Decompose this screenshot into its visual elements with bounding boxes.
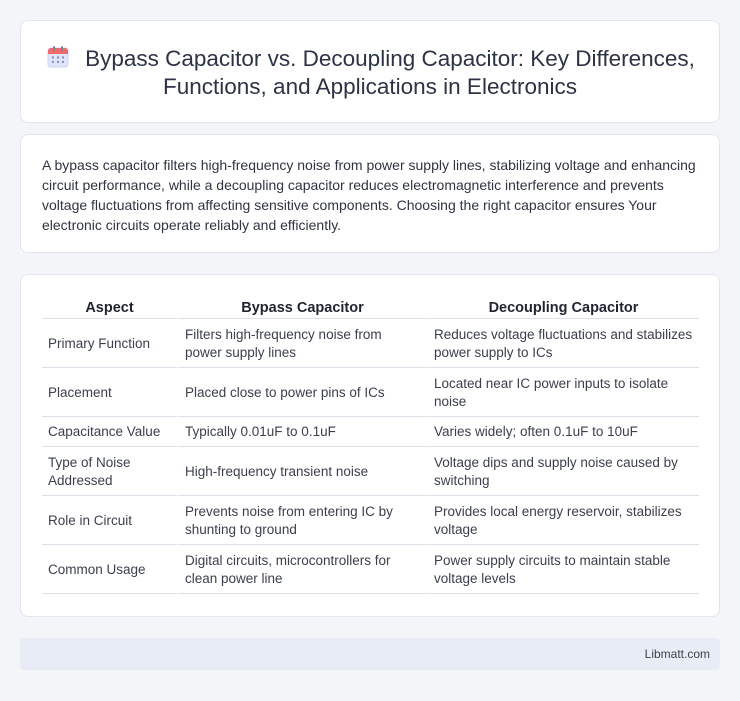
table-row (42, 496, 699, 545)
row-decoupling: Voltage dips and supply noise caused by switching (426, 447, 699, 496)
comparison-card (20, 274, 720, 617)
intro-paragraph: A bypass capacitor filters high-frequency noise from power supply lines, stabilizing voltage and enhancing circuit performance, while a decoupling capacitor reduces electromagnetic interference and prevents voltage fluctuations from affecting sensitive components. Choosing the right capacitor ensures Your electronic circuits operate reliably and efficiently. (42, 157, 696, 233)
comparison-table (42, 297, 699, 594)
title-card (20, 20, 720, 123)
table-row (42, 545, 699, 594)
row-aspect: Type of Noise Addressed (42, 447, 177, 496)
footer (20, 638, 720, 670)
page-title-text: Bypass Capacitor vs. Decoupling Capacitor: Key Differences, Functions, and Applications in Electronics (85, 46, 695, 99)
row-decoupling: Located near IC power inputs to isolate noise (426, 368, 699, 417)
row-bypass: High-frequency transient noise (177, 447, 426, 496)
row-decoupling: Provides local energy reservoir, stabilizes voltage (426, 496, 699, 545)
footer-brand: Libmatt.com (644, 647, 710, 661)
header-aspect: Aspect (42, 297, 177, 319)
row-bypass: Placed close to power pins of ICs (177, 368, 426, 417)
intro-card (20, 134, 720, 253)
header-bypass: Bypass Capacitor (177, 297, 426, 319)
row-decoupling: Reduces voltage fluctuations and stabilizes power supply to ICs (426, 319, 699, 368)
row-bypass: Typically 0.01uF to 0.1uF (177, 417, 426, 447)
row-aspect: Common Usage (42, 545, 177, 594)
row-aspect: Primary Function (42, 319, 177, 368)
table-header-row (42, 297, 699, 319)
row-aspect: Capacitance Value (42, 417, 177, 447)
row-aspect: Role in Circuit (42, 496, 177, 545)
calendar-icon (45, 45, 71, 69)
table-row (42, 447, 699, 496)
row-aspect: Placement (42, 368, 177, 417)
row-decoupling: Power supply circuits to maintain stable voltage levels (426, 545, 699, 594)
row-decoupling: Varies widely; often 0.1uF to 10uF (426, 417, 699, 447)
table-row (42, 319, 699, 368)
header-decoupling: Decoupling Capacitor (426, 297, 699, 319)
table-row (42, 417, 699, 447)
page-title (21, 45, 719, 101)
row-bypass: Filters high-frequency noise from power supply lines (177, 319, 426, 368)
row-bypass: Digital circuits, microcontrollers for clean power line (177, 545, 426, 594)
row-bypass: Prevents noise from entering IC by shunting to ground (177, 496, 426, 545)
table-row (42, 368, 699, 417)
